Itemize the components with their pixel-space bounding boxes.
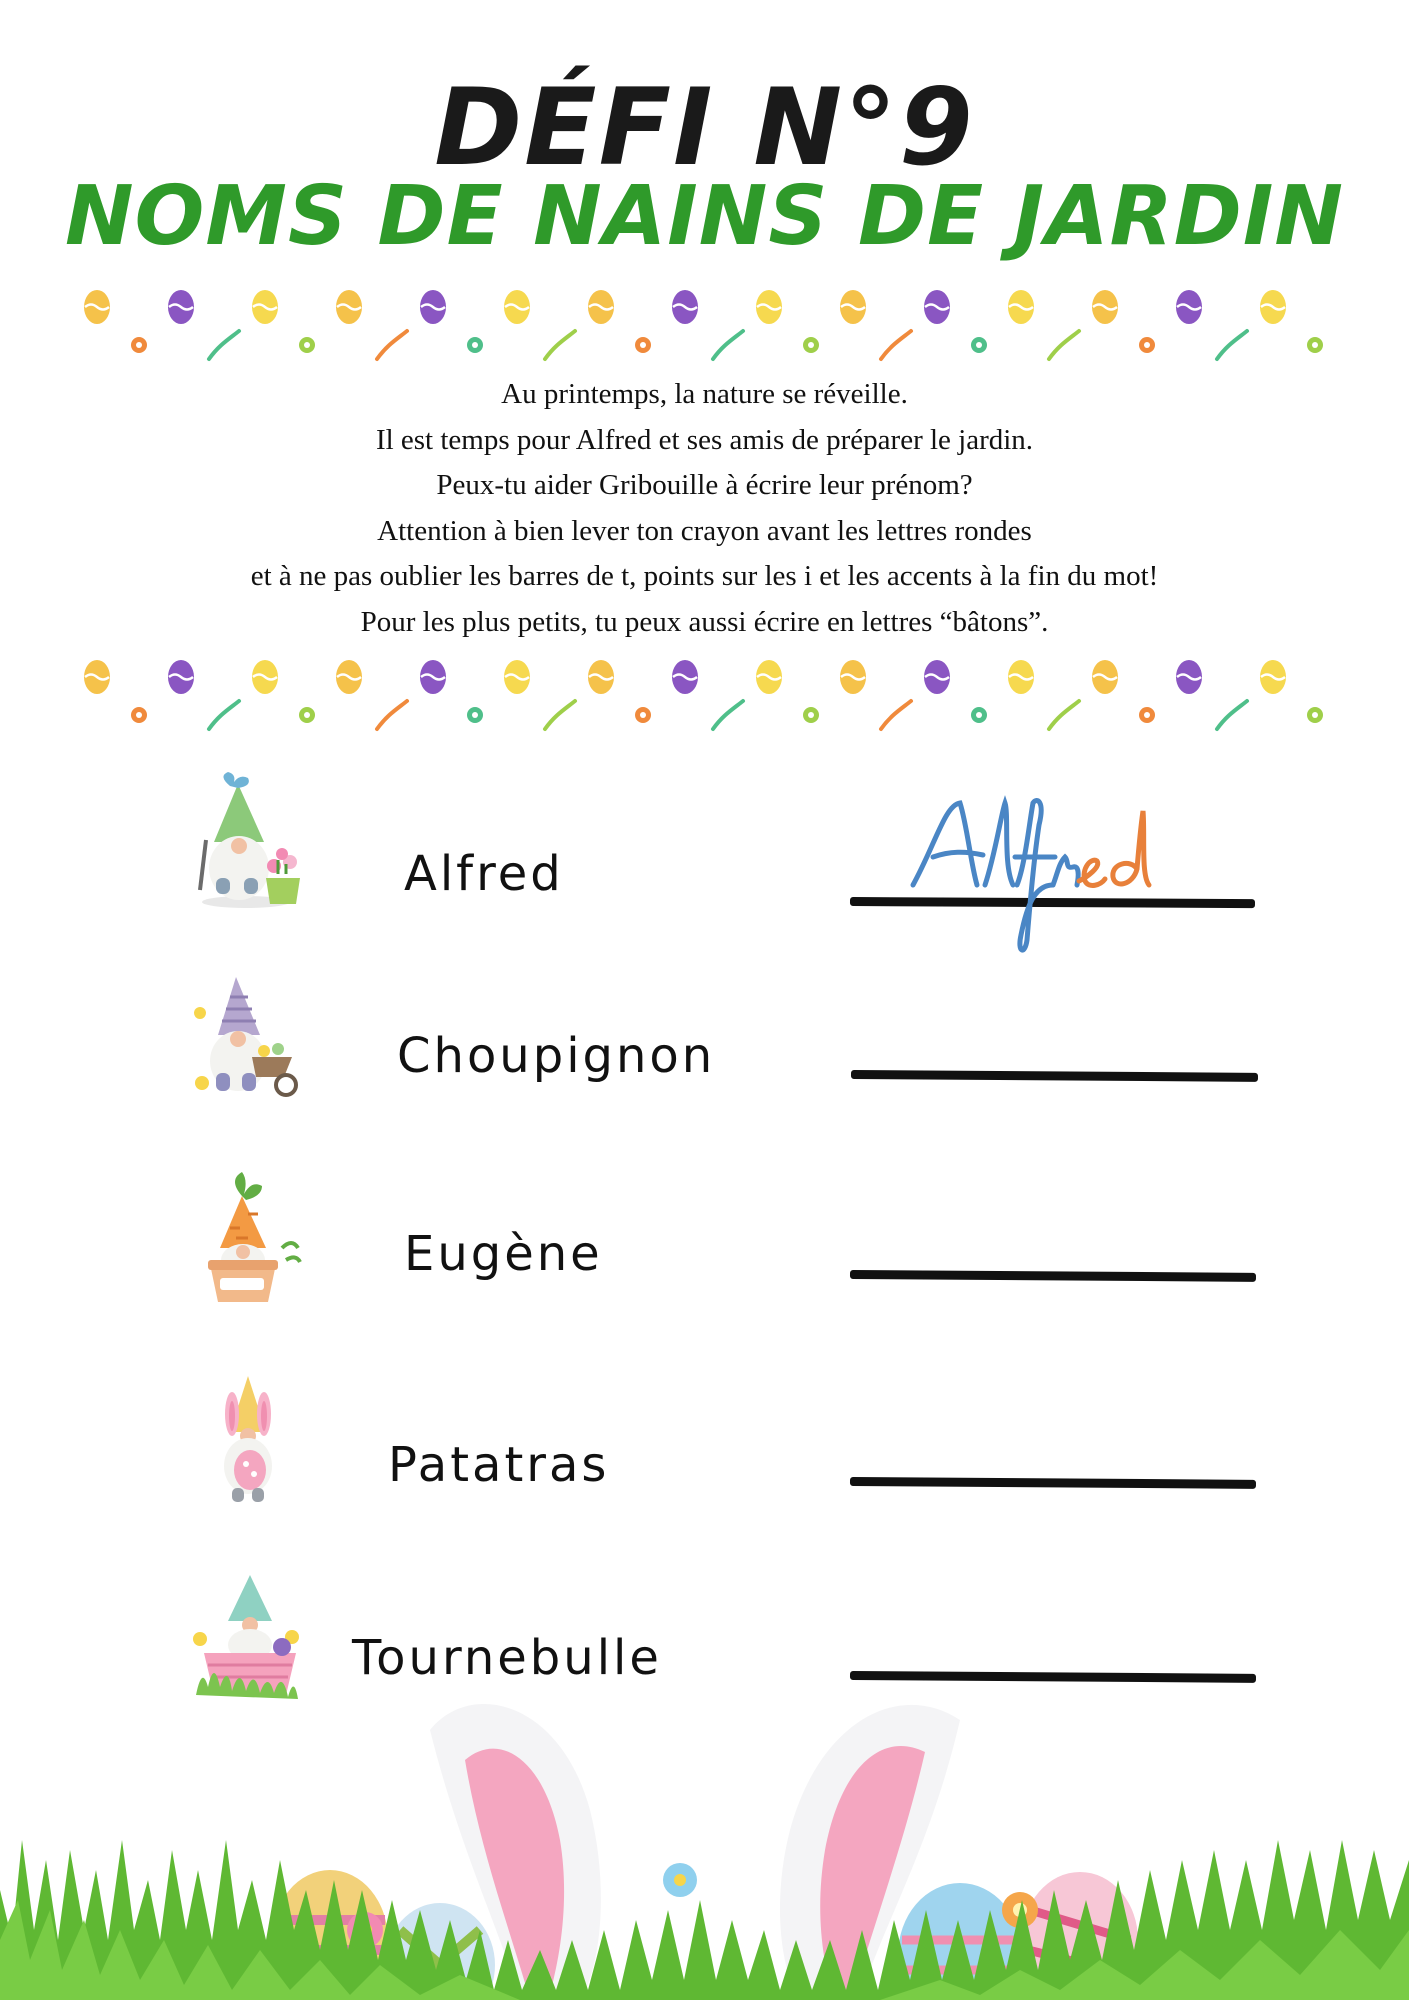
flower-center-icon — [1144, 712, 1150, 718]
gnome-name-eugene: Eugène — [404, 1226, 603, 1282]
gnome-name-patatras: Patatras — [388, 1437, 610, 1493]
challenge-subtitle: NOMS DE NAINS DE JARDIN — [65, 169, 1344, 264]
intro-line: Attention à bien lever ton crayon avant les lettres rondes — [377, 514, 1032, 547]
leaf-sprig-icon — [377, 701, 407, 729]
flower-center-icon — [640, 712, 646, 718]
challenge-title: DÉFI N°9 — [434, 66, 975, 189]
writing-line — [850, 1270, 1256, 1282]
gnome-name-tournebulle: Tournebulle — [352, 1630, 662, 1686]
gnome-with-flowerpot-icon — [186, 770, 306, 910]
carrot-gnome-in-pot-icon — [186, 1168, 306, 1308]
leaf-sprig-icon — [881, 331, 911, 359]
gnome-name-choupignon: Choupignon — [397, 1028, 716, 1084]
leaf-sprig-icon — [545, 331, 575, 359]
flower-center-icon — [1312, 342, 1318, 348]
flower-center-icon — [1312, 712, 1318, 718]
intro-line: Au printemps, la nature se réveille. — [501, 378, 908, 410]
leaf-sprig-icon — [713, 701, 743, 729]
easter-egg-border-bottom — [75, 655, 1333, 743]
leaf-sprig-icon — [1049, 701, 1079, 729]
grass-bunny-ears-decoration — [0, 1690, 1409, 2000]
flower-center-icon — [976, 712, 982, 718]
leaf-sprig-icon — [713, 331, 743, 359]
intro-line: Pour les plus petits, tu peux aussi écrire en lettres “bâtons”. — [360, 605, 1049, 638]
flower-center-icon — [304, 342, 310, 348]
flower-center-icon — [808, 712, 814, 718]
leaf-sprig-icon — [209, 701, 239, 729]
writing-line — [851, 1070, 1258, 1082]
flower-center-icon — [976, 342, 982, 348]
gnome-in-egg-basket-icon — [176, 1565, 316, 1705]
leaf-sprig-icon — [1217, 331, 1247, 359]
flower-center-icon — [1144, 342, 1150, 348]
writing-line — [850, 1671, 1256, 1683]
gnome-with-wheelbarrow-icon — [186, 965, 306, 1105]
leaf-sprig-icon — [209, 331, 239, 359]
flower-center-icon — [808, 342, 814, 348]
leaf-sprig-icon — [545, 701, 575, 729]
intro-text — [0, 372, 1409, 645]
flower-center-icon — [304, 712, 310, 718]
flower-center-icon — [640, 342, 646, 348]
bunny-ears-gnome-icon — [186, 1370, 306, 1510]
easter-egg-border-top — [75, 285, 1333, 373]
intro-line: Il est temps pour Alfred et ses amis de préparer le jardin. — [375, 423, 1034, 456]
leaf-sprig-icon — [377, 331, 407, 359]
flower-center-icon — [472, 712, 478, 718]
intro-line: et à ne pas oublier les barres de t, points sur les i et les accents à la fin du mot! — [250, 560, 1159, 592]
cursive-example-alfred — [905, 785, 1180, 960]
leaf-sprig-icon — [1049, 331, 1079, 359]
gnome-name-alfred: Alfred — [404, 846, 564, 902]
intro-line: Peux-tu aider Gribouille à écrire leur prénom? — [436, 469, 973, 501]
leaf-sprig-icon — [881, 701, 911, 729]
flower-center-icon — [472, 342, 478, 348]
flower-center-icon — [136, 712, 142, 718]
flower-center-icon — [136, 342, 142, 348]
writing-line — [850, 1477, 1256, 1489]
leaf-sprig-icon — [1217, 701, 1247, 729]
